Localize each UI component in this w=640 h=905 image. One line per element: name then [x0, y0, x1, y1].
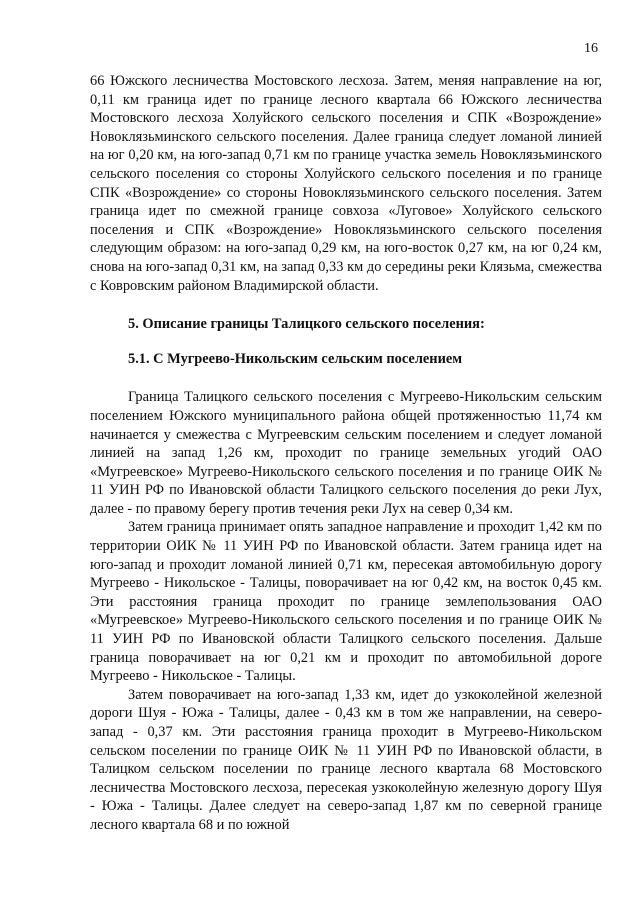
page-content — [90, 72, 602, 835]
paragraph: Затем граница принимает опять западное направление и проходит 1,42 км по территории ОИК № 11 УИН РФ по Ивановской области. Затем граница идет на юго-запад и проходит ломаной линией 0,71 км, пересекая автомобильную дорогу Мугреево - Никольское - Талицы, поворачивает на юг 0,42 км, на восток 0,45 км. Эти расстояния граница проходит по границе землепользования ОАО «Мугреевское» Мугреево-Никольского сельского поселения и по границе ОИК № 11 УИН РФ по Ивановской области Талицкого сельского поселения. Дальше граница поворачивает на юг 0,21 км и проходит по автомобильной дороге Мугреево - Никольское - Талицы. — [90, 519, 602, 685]
paragraph-continuation: 66 Южского лесничества Мостовского лесхоза. Затем, меняя направление на юг, 0,11 км граница идет по границе лесного квартала 66 Южского лесничества Мостовского лесхоза Холуйского сельского поселения и СПК «Возрождение» Новоклязьминского сельского поселения. Далее граница следует ломаной линией на юг 0,20 км, на юго-запад 0,71 км по границе участка земель Новоклязьминского сельского поселения со стороны Холуйского сельского поселения и по границе СПК «Возрождение» со стороны Новоклязьминского сельского поселения. Затем граница идет по смежной границе совхоза «Луговое» Холуйского сельского поселения и СПК «Возрождение» Новоклязьминского сельского поселения следующим образом: на юго-запад 0,29 км, на юго-восток 0,27 км, на юг 0,24 км, снова на юго-запад 0,31 км, на запад 0,33 км до середины реки Клязьма, смежества с Ковровским районом Владимирской области. — [90, 73, 602, 294]
paragraph: Граница Талицкого сельского поселения с Мугреево-Никольским сельским поселением Южского муниципального района общей протяженностью 11,74 км начинается у смежества с Мугреевским сельским поселением и следует ломаной линией на запад 1,26 км, проходит по границе земельных угодий ОАО «Мугреевское» Мугреево-Никольского сельского поселения и по границе ОИК № 11 УИН РФ по Ивановской области Талицкого сельского поселения до реки Лух, далее - по правому берегу против течения реки Лух на север 0,34 км. — [90, 389, 602, 517]
page-number: 16 — [584, 41, 598, 56]
subsection-heading: 5.1. С Мугреево-Никольским сельским поселением — [128, 350, 463, 367]
paragraph: Затем поворачивает на юго-запад 1,33 км, идет до узкоколейной железной дороги Шуя - Южа - Талицы, далее - 0,43 км в том же направлении, на северо-запад - 0,37 км. Эти расстояния граница проходит в Мугреево-Никольском сельском поселении по границе ОИК № 11 УИН РФ по Ивановской области, в Талицком сельском поселении по границе лесного квартала 68 Мостовского лесничества Мостовского лесхоза, пересекая узкоколейную железную дорогу Шуя - Южа - Талицы. Далее следует на северо-запад 1,87 км по северной границе лесного квартала 68 и по южной — [90, 686, 602, 833]
section-heading: 5. Описание границы Талицкого сельского поселения: — [128, 316, 485, 333]
